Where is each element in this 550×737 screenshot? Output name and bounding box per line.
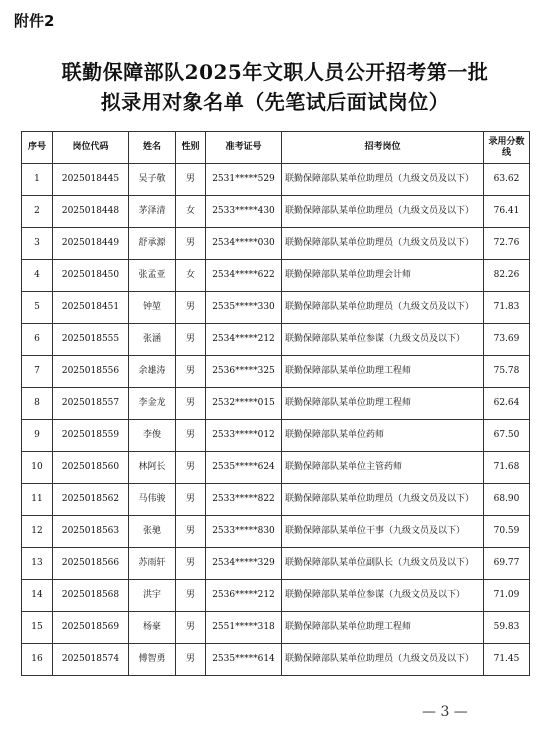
cell-name: 杨豪 — [129, 612, 176, 644]
cell-name: 钟堃 — [129, 292, 176, 324]
cell-name: 傅智勇 — [129, 644, 176, 676]
cell-sex: 男 — [176, 388, 206, 420]
cell-sex: 男 — [176, 580, 206, 612]
cell-ticket: 2551*****318 — [206, 612, 282, 644]
candidate-table — [21, 131, 530, 676]
cell-sex: 女 — [176, 260, 206, 292]
header-sex: 性别 — [176, 132, 206, 164]
cell-no: 11 — [22, 484, 53, 516]
page-title-line1: 联勤保障部队2025年文职人员公开招考第一批 — [61, 60, 489, 84]
cell-score: 63.62 — [484, 164, 530, 196]
cell-no: 6 — [22, 324, 53, 356]
cell-post: 联勤保障部队某单位助理工程师 — [282, 356, 484, 388]
cell-score: 73.69 — [484, 324, 530, 356]
cell-name: 林阿长 — [129, 452, 176, 484]
table-row — [22, 260, 530, 292]
cell-no: 1 — [22, 164, 53, 196]
cell-code: 2025018445 — [53, 164, 129, 196]
cell-code: 2025018574 — [53, 644, 129, 676]
cell-sex: 男 — [176, 612, 206, 644]
cell-code: 2025018568 — [53, 580, 129, 612]
cell-post: 联勤保障部队某单位助理员（九级文员及以下） — [282, 196, 484, 228]
cell-code: 2025018559 — [53, 420, 129, 452]
header-post: 招考岗位 — [282, 132, 484, 164]
cell-code: 2025018555 — [53, 324, 129, 356]
cell-code: 2025018451 — [53, 292, 129, 324]
cell-code: 2025018562 — [53, 484, 129, 516]
cell-score: 67.50 — [484, 420, 530, 452]
cell-ticket: 2534*****030 — [206, 228, 282, 260]
table-row — [22, 292, 530, 324]
table-row — [22, 324, 530, 356]
cell-post: 联勤保障部队某单位助理员（九级文员及以下） — [282, 292, 484, 324]
cell-post: 联勤保障部队某单位助理工程师 — [282, 612, 484, 644]
page-title-line2: 拟录用对象名单（先笔试后面试岗位） — [100, 90, 450, 114]
cell-sex: 男 — [176, 292, 206, 324]
cell-sex: 男 — [176, 484, 206, 516]
cell-name: 张孟亚 — [129, 260, 176, 292]
cell-name: 茅泽清 — [129, 196, 176, 228]
cell-code: 2025018556 — [53, 356, 129, 388]
cell-ticket: 2532*****015 — [206, 388, 282, 420]
cell-post: 联勤保障部队某单位助理员（九级文员及以下） — [282, 484, 484, 516]
cell-score: 71.09 — [484, 580, 530, 612]
cell-ticket: 2535*****614 — [206, 644, 282, 676]
cell-ticket: 2533*****012 — [206, 420, 282, 452]
attachment-label: 附件2 — [14, 12, 55, 30]
table-row — [22, 388, 530, 420]
cell-name: 马伟骏 — [129, 484, 176, 516]
cell-sex: 男 — [176, 164, 206, 196]
cell-no: 14 — [22, 580, 53, 612]
cell-score: 71.45 — [484, 644, 530, 676]
table-row — [22, 612, 530, 644]
table-row — [22, 644, 530, 676]
cell-name: 张驰 — [129, 516, 176, 548]
table-row — [22, 228, 530, 260]
cell-post: 联勤保障部队某单位助理工程师 — [282, 388, 484, 420]
cell-sex: 男 — [176, 516, 206, 548]
cell-code: 2025018450 — [53, 260, 129, 292]
cell-score: 72.76 — [484, 228, 530, 260]
cell-post: 联勤保障部队某单位助理会计师 — [282, 260, 484, 292]
cell-name: 张涵 — [129, 324, 176, 356]
cell-no: 7 — [22, 356, 53, 388]
page-number: — 3 — — [422, 704, 468, 720]
cell-score: 76.41 — [484, 196, 530, 228]
cell-code: 2025018569 — [53, 612, 129, 644]
cell-score: 69.77 — [484, 548, 530, 580]
cell-score: 71.68 — [484, 452, 530, 484]
cell-post: 联勤保障部队某单位干事（九级文员及以下） — [282, 516, 484, 548]
table-row — [22, 420, 530, 452]
cell-sex: 男 — [176, 420, 206, 452]
table-row — [22, 516, 530, 548]
cell-score: 75.78 — [484, 356, 530, 388]
cell-no: 2 — [22, 196, 53, 228]
cell-ticket: 2534*****622 — [206, 260, 282, 292]
cell-post: 联勤保障部队某单位助理员（九级文员及以下） — [282, 164, 484, 196]
table-row — [22, 356, 530, 388]
cell-ticket: 2534*****212 — [206, 324, 282, 356]
cell-code: 2025018563 — [53, 516, 129, 548]
cell-score: 59.83 — [484, 612, 530, 644]
header-name: 姓名 — [129, 132, 176, 164]
table-row — [22, 452, 530, 484]
header-ticket: 准考证号 — [206, 132, 282, 164]
cell-code: 2025018449 — [53, 228, 129, 260]
cell-post: 联勤保障部队某单位参谋（九级文员及以下） — [282, 324, 484, 356]
cell-post: 联勤保障部队某单位助理员（九级文员及以下） — [282, 644, 484, 676]
cell-ticket: 2533*****822 — [206, 484, 282, 516]
cell-code: 2025018560 — [53, 452, 129, 484]
cell-sex: 男 — [176, 548, 206, 580]
cell-score: 62.64 — [484, 388, 530, 420]
cell-post: 联勤保障部队某单位参谋（九级文员及以下） — [282, 580, 484, 612]
table-row — [22, 164, 530, 196]
cell-no: 16 — [22, 644, 53, 676]
cell-no: 5 — [22, 292, 53, 324]
cell-name: 李金龙 — [129, 388, 176, 420]
cell-code: 2025018557 — [53, 388, 129, 420]
cell-ticket: 2531*****529 — [206, 164, 282, 196]
cell-sex: 男 — [176, 228, 206, 260]
table-header-row — [22, 132, 530, 164]
cell-post: 联勤保障部队某单位助理员（九级文员及以下） — [282, 228, 484, 260]
cell-no: 3 — [22, 228, 53, 260]
cell-name: 吴子敬 — [129, 164, 176, 196]
cell-score: 71.83 — [484, 292, 530, 324]
table-row — [22, 580, 530, 612]
header-score: 录用分数线 — [484, 132, 530, 164]
cell-sex: 男 — [176, 324, 206, 356]
cell-no: 8 — [22, 388, 53, 420]
cell-ticket: 2534*****329 — [206, 548, 282, 580]
cell-sex: 男 — [176, 356, 206, 388]
cell-ticket: 2535*****330 — [206, 292, 282, 324]
cell-post: 联勤保障部队某单位副队长（九级文员及以下） — [282, 548, 484, 580]
header-no: 序号 — [22, 132, 53, 164]
cell-no: 4 — [22, 260, 53, 292]
cell-name: 苏雨轩 — [129, 548, 176, 580]
cell-no: 9 — [22, 420, 53, 452]
cell-ticket: 2536*****325 — [206, 356, 282, 388]
cell-ticket: 2535*****624 — [206, 452, 282, 484]
cell-score: 82.26 — [484, 260, 530, 292]
cell-ticket: 2533*****830 — [206, 516, 282, 548]
cell-code: 2025018566 — [53, 548, 129, 580]
table-row — [22, 548, 530, 580]
cell-sex: 女 — [176, 196, 206, 228]
cell-sex: 男 — [176, 644, 206, 676]
cell-name: 舒承源 — [129, 228, 176, 260]
cell-no: 15 — [22, 612, 53, 644]
cell-name: 洪宇 — [129, 580, 176, 612]
header-code: 岗位代码 — [53, 132, 129, 164]
cell-sex: 男 — [176, 452, 206, 484]
table-row — [22, 196, 530, 228]
cell-no: 10 — [22, 452, 53, 484]
cell-no: 13 — [22, 548, 53, 580]
cell-name: 余雄涛 — [129, 356, 176, 388]
cell-code: 2025018448 — [53, 196, 129, 228]
cell-score: 68.90 — [484, 484, 530, 516]
table-row — [22, 484, 530, 516]
cell-ticket: 2536*****212 — [206, 580, 282, 612]
cell-post: 联勤保障部队某单位主管药师 — [282, 452, 484, 484]
cell-ticket: 2533*****430 — [206, 196, 282, 228]
cell-score: 70.59 — [484, 516, 530, 548]
cell-no: 12 — [22, 516, 53, 548]
cell-post: 联勤保障部队某单位药师 — [282, 420, 484, 452]
table-body — [22, 164, 530, 676]
cell-name: 李俊 — [129, 420, 176, 452]
